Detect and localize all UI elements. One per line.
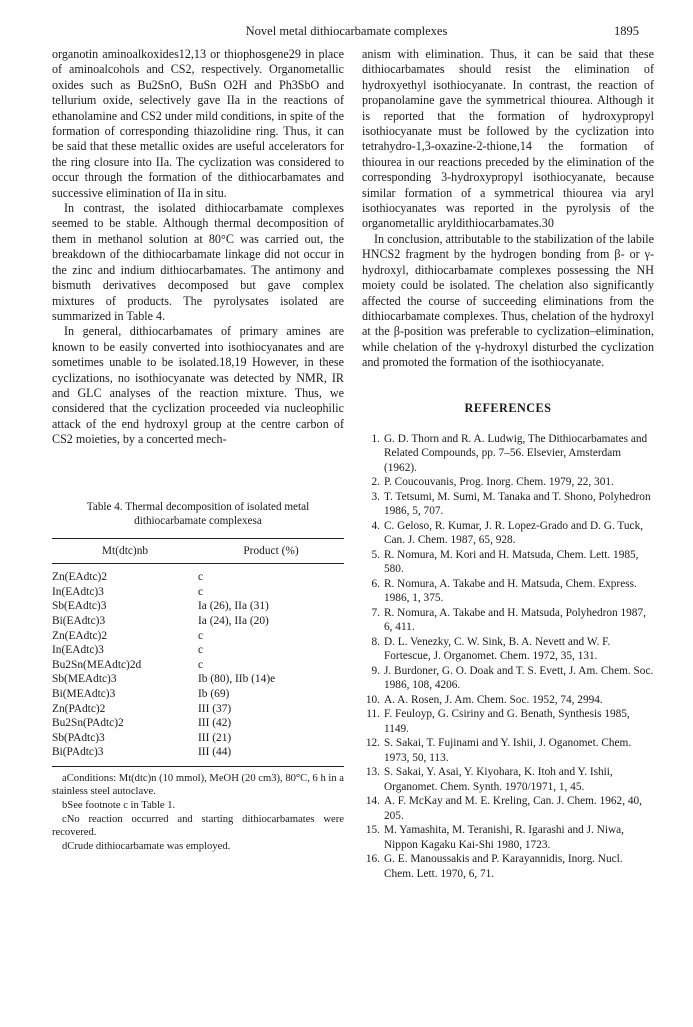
table-row bbox=[52, 716, 344, 731]
reference-item bbox=[362, 490, 654, 519]
references-heading: REFERENCES bbox=[464, 400, 552, 415]
body-paragraph: organotin aminoalkoxides12,13 or thiophosgene29 in place of aminoalcohols and CS2, respectively. Organometallic oxides such as Bu2SnO, BuSn O2H and Ph3SbO and tellurium oxide, selectively gave IIa in the reactions of ethanolamine and CS2 under mild conditions, in spite of the formation of corresponding thiazolidine ring. Thus, it can be said that these metallic oxides are useful accelerators for the ring closure into IIa. The cyclization was considered to occur through the formation of the dithiocarbamates and successive elimination of IIa in situ. bbox=[52, 47, 344, 200]
table-row bbox=[52, 658, 344, 673]
reference-number: 15. bbox=[365, 824, 380, 837]
body-paragraph: In general, dithiocarbamates of primary amines are known to be easily converted into isothiocyanates and are sometimes unable to be isolated.18,19 However, in these cyclizations, no isothiocyanate was detected by NMR, IR and GLC analyses of the reaction mixture. Thus, we considered that the cyclization proceeded via nucleophilic attack of the end hydroxyl group at the centre carbon of CS2 moieties, by a concerted mech- bbox=[52, 324, 344, 447]
table-cell-product: c bbox=[198, 571, 204, 584]
page-number: 1895 bbox=[614, 24, 639, 38]
body-paragraph: anism with elimination. Thus, it can be said that these dithiocarbamates should resist the elimination of hydroxyethyl isothiocyanate. In contrast, the reaction of propanolamine gave the symmetrical thiourea. Although it is reported that the formation of hydroxypropyl isothiocyanate must be followed by the cyclization into tetrahydro-1,3-oxazine-2-thione,14 the formation of thiourea in our reactions preceded by the elimination of the corresponding 3-hydroxypropyl isothiocyanate, because similar formation of a symmetrical thiourea via aryl isothiocyanates was reported in the pyrolysis of the organometallic aryldithiocarbamates.30 bbox=[362, 47, 654, 231]
table-header-complex: Mt(dtc)nb bbox=[52, 538, 198, 564]
running-header-title: Novel metal dithiocarbamate complexes bbox=[245, 24, 448, 38]
table-cell-product: III (42) bbox=[198, 717, 232, 730]
reference-item bbox=[362, 852, 654, 881]
reference-number: 10. bbox=[365, 693, 380, 706]
reference-text: F. Feuloyp, G. Csiriny and G. Benath, Synthesis 1985, 1149. bbox=[384, 708, 630, 735]
table-caption: Table 4. Thermal decomposition of isolated metal dithiocarbamate complexesa bbox=[86, 500, 310, 528]
table-cell-product: Ia (26), IIa (31) bbox=[198, 600, 269, 613]
right-column bbox=[362, 47, 654, 881]
reference-number: 8. bbox=[371, 635, 380, 648]
table-cell-complex: Sb(PAdtc)3 bbox=[52, 731, 105, 744]
reference-item bbox=[362, 519, 654, 548]
reference-text: S. Sakai, T. Fujinami and Y. Ishii, J. Oganomet. Chem. 1973, 50, 113. bbox=[384, 737, 632, 764]
table-row bbox=[52, 731, 344, 746]
reference-item bbox=[362, 635, 654, 664]
reference-number: 12. bbox=[365, 737, 380, 750]
reference-item bbox=[362, 707, 654, 736]
reference-text: T. Tetsumi, M. Sumi, M. Tanaka and T. Shono, Polyhedron 1986, 5, 707. bbox=[384, 490, 651, 518]
table-footnote: aConditions: Mt(dtc)n (10 mmol), MeOH (20 cm3), 80°C, 6 h in a stainless steel autoclave. bbox=[52, 772, 344, 798]
table-row bbox=[52, 585, 344, 600]
table-cell-complex: In(EAdtc)3 bbox=[52, 644, 104, 657]
reference-item bbox=[362, 577, 654, 606]
table-cell-product: c bbox=[198, 658, 204, 671]
body-paragraph: In contrast, the isolated dithiocarbamate complexes seemed to be stable. Although thermal decomposition of them in methanol solution at 80°C was carried out, the breakdown of the dithiocarbamate linkage did not occur in the zinc and indium dithiocarbamates. The antimony and bismuth derivatives decomposed but gave complex mixtures of products. The pyrolysates isolated are summarized in Table 4. bbox=[52, 201, 344, 323]
table-cell-product: c bbox=[198, 585, 204, 598]
table-cell-complex: Bi(EAdtc)3 bbox=[52, 614, 106, 627]
table-cell-complex: Zn(PAdtc)2 bbox=[52, 702, 106, 715]
table-cell-complex: Bu2Sn(PAdtc)2 bbox=[52, 717, 124, 730]
reference-number: 5. bbox=[371, 548, 380, 561]
reference-text: R. Nomura, A. Takabe and H. Matsuda, Polyhedron 1987, 6, 411. bbox=[384, 606, 646, 634]
reference-item bbox=[362, 606, 654, 635]
table-row bbox=[52, 643, 344, 658]
table-row bbox=[52, 614, 344, 629]
table-row bbox=[52, 564, 344, 585]
table-cell-complex: Bi(PAdtc)3 bbox=[52, 745, 198, 766]
table-cell-complex: Bu2Sn(MEAdtc)2d bbox=[52, 658, 142, 671]
reference-number: 4. bbox=[371, 519, 380, 532]
reference-number: 2. bbox=[371, 476, 380, 489]
table-cell-complex: Bi(MEAdtc)3 bbox=[52, 687, 116, 700]
reference-number: 13. bbox=[365, 766, 380, 779]
reference-text: D. L. Venezky, C. W. Sink, B. A. Nevett and W. F. Fortescue, J. Organomet. Chem. 1972, 35, 131. bbox=[384, 635, 611, 663]
reference-text: P. Coucouvanis, Prog. Inorg. Chem. 1979, 22, 301. bbox=[384, 476, 614, 489]
table-cell-product: c bbox=[198, 629, 204, 642]
reference-item bbox=[362, 475, 654, 490]
reference-number: 14. bbox=[365, 795, 380, 808]
reference-item bbox=[362, 794, 654, 823]
reference-number: 1. bbox=[371, 432, 380, 445]
table-cell-product: III (44) bbox=[198, 745, 344, 766]
reference-item bbox=[362, 548, 654, 577]
table-row bbox=[52, 672, 344, 687]
table-cell-complex: Zn(EAdtc)2 bbox=[52, 629, 108, 642]
table-row bbox=[52, 702, 344, 717]
reference-number: 3. bbox=[371, 490, 380, 503]
reference-number: 7. bbox=[371, 606, 380, 619]
table-cell-product: Ib (80), IIb (14)e bbox=[198, 673, 276, 686]
table-row bbox=[52, 629, 344, 644]
left-column bbox=[52, 47, 344, 853]
reference-number: 16. bbox=[365, 853, 380, 866]
table-cell-complex: Sb(MEAdtc)3 bbox=[52, 673, 117, 686]
decomposition-table bbox=[52, 538, 344, 767]
table-cell-product: Ia (24), IIa (20) bbox=[198, 614, 269, 627]
body-paragraph: In conclusion, attributable to the stabilization of the labile HNCS2 fragment by the hydrogen bonding from β- or γ-hydroxyl, dithiocarbamate complexes possessing the NH moiety could be isolated. The chelation also significantly affected the course of succeeding eliminations from the dithiocarbamate complexes. Thus, chelation of the hydroxyl at the β-position was preferable to cyclization–elimination, while chelation of the γ-hydroxyl disturbed the cyclization and promoted the formation of the isothiocyanate. bbox=[362, 231, 654, 370]
table-footnotes bbox=[52, 772, 344, 854]
reference-text: A. F. McKay and M. E. Kreling, Can. J. Chem. 1962, 40, 205. bbox=[384, 795, 642, 822]
table-footnote: bSee footnote c in Table 1. bbox=[62, 800, 176, 812]
reference-item bbox=[362, 664, 654, 693]
table-header-row bbox=[52, 538, 344, 564]
table-cell-product: III (37) bbox=[198, 702, 232, 715]
reference-text: G. D. Thorn and R. A. Ludwig, The Dithiocarbamates and Related Compounds, pp. 7–56. Elsevier, Amsterdam (1962). bbox=[384, 432, 648, 474]
table-cell-complex: Sb(EAdtc)3 bbox=[52, 600, 107, 613]
reference-text: J. Burdoner, G. O. Doak and T. S. Evett, J. Am. Chem. Soc. 1986, 108, 4206. bbox=[384, 664, 654, 692]
reference-text: R. Nomura, A. Takabe and H. Matsuda, Chem. Express. 1986, 1, 375. bbox=[384, 577, 637, 605]
reference-text: C. Geloso, R. Kumar, J. R. Lopez-Grado and D. G. Tuck, Can. J. Chem. 1987, 65, 928. bbox=[384, 519, 644, 547]
reference-text: R. Nomura, M. Kori and H. Matsuda, Chem. Lett. 1985, 580. bbox=[384, 548, 639, 576]
table-header-product: Product (%) bbox=[198, 538, 344, 564]
table-cell-complex: Zn(EAdtc)2 bbox=[52, 571, 108, 584]
reference-item bbox=[362, 736, 654, 765]
table-cell-product: Ib (69) bbox=[198, 687, 230, 700]
table-footnote: dCrude dithiocarbamate was employed. bbox=[62, 840, 231, 852]
table-row bbox=[52, 599, 344, 614]
reference-number: 11. bbox=[366, 708, 380, 721]
reference-text: M. Yamashita, M. Teranishi, R. Igarashi and J. Niwa, Nippon Kagaku Kai-Shi 1980, 1723. bbox=[384, 824, 624, 851]
reference-number: 6. bbox=[371, 577, 380, 590]
reference-item bbox=[362, 823, 654, 852]
reference-text: A. A. Rosen, J. Am. Chem. Soc. 1952, 74, 2994. bbox=[384, 693, 603, 706]
reference-number: 9. bbox=[371, 664, 380, 677]
reference-list bbox=[362, 432, 654, 882]
table-row bbox=[52, 745, 344, 766]
reference-text: G. E. Manoussakis and P. Karayannidis, Inorg. Nucl. Chem. Lett. 1970, 6, 71. bbox=[384, 853, 623, 880]
table-footnote: cNo reaction occurred and starting dithiocarbamates were recovered. bbox=[52, 813, 344, 839]
table-cell-complex: In(EAdtc)3 bbox=[52, 585, 104, 598]
reference-item bbox=[362, 765, 654, 794]
table-row bbox=[52, 687, 344, 702]
reference-item bbox=[362, 693, 654, 708]
table-cell-product: III (21) bbox=[198, 731, 232, 744]
reference-item bbox=[362, 432, 654, 476]
reference-text: S. Sakai, Y. Asai, Y. Kiyohara, K. Itoh and Y. Ishii, Organomet. Chem. Synth. 1970/1971, 1, 45. bbox=[384, 766, 613, 793]
table-cell-product: c bbox=[198, 644, 204, 657]
